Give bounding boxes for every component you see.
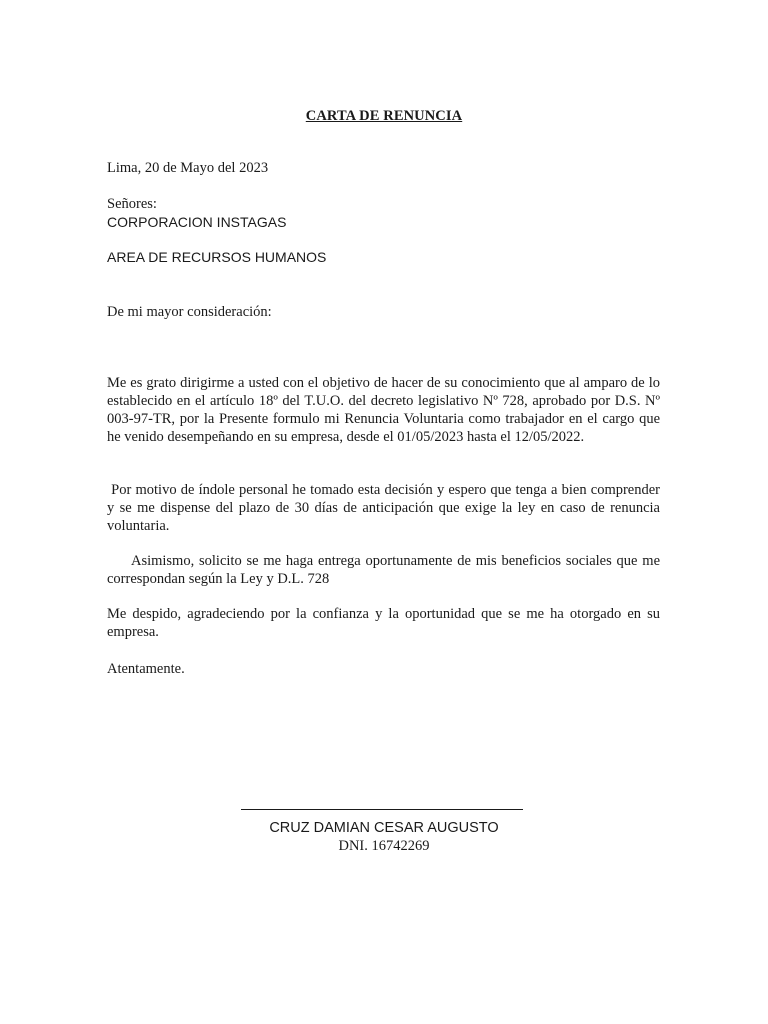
signer-dni: DNI. 16742269 — [338, 838, 430, 854]
closing: Atentamente. — [107, 661, 185, 677]
letter-title: CARTA DE RENUNCIA — [305, 108, 463, 124]
salutation-to: Señores: — [107, 196, 157, 212]
signature-line — [241, 809, 523, 810]
company-name: CORPORACION INSTAGAS — [107, 214, 287, 230]
paragraph-farewell: Me despido, agradeciendo por la confianza y la oportunidad que se me ha otorgado en su empresa. — [107, 606, 664, 640]
greeting: De mi mayor consideración: — [107, 304, 272, 320]
paragraph-resignation: Me es grato dirigirme a usted con el objetivo de hacer de su conocimiento que al amparo de lo establecido en el artículo 18º del T.U.O. del decreto legislativo Nº 728, aprobado por D.S. Nº 003-97-TR, por la Presente formulo mi Renuncia Voluntaria como trabajador en el cargo que he venido desempeñando en su empresa, desde el 01/05/2023 hasta el 12/05/2022. — [107, 375, 664, 445]
place-date: Lima, 20 de Mayo del 2023 — [107, 160, 269, 176]
signer-name: CRUZ DAMIAN CESAR AUGUSTO — [269, 820, 499, 836]
paragraph-reason: Por motivo de índole personal he tomado esta decisión y espero que tenga a bien comprender y se me dispense del plazo de 30 días de anticipación que exige la ley en caso de renuncia voluntaria. — [107, 482, 664, 534]
paragraph-benefits: Asimismo, solicito se me haga entrega oportunamente de mis beneficios sociales que me correspondan según la Ley y D.L. 728 — [107, 553, 664, 587]
department-name: AREA DE RECURSOS HUMANOS — [107, 249, 327, 265]
